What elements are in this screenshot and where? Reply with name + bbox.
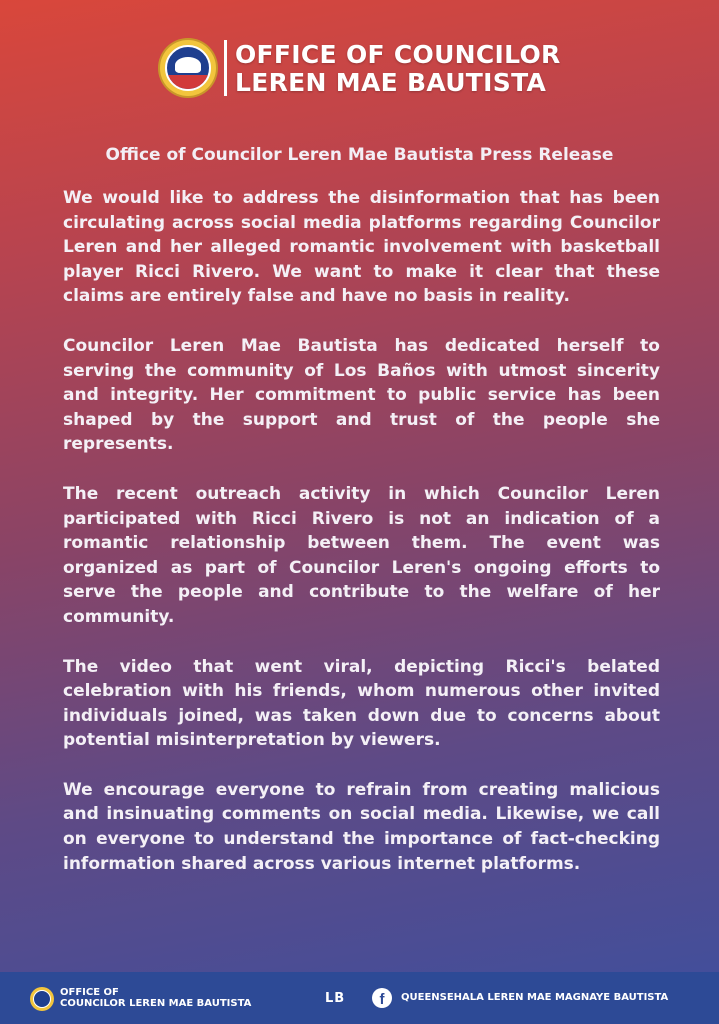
office-title: [235, 39, 561, 97]
footer-office-line2: COUNCILOR LEREN MAE BAUTISTA: [60, 997, 252, 1009]
paragraph-2: Councilor Leren Mae Bautista has dedicated herself to serving the community of Los Baños with utmost sincerity and integrity. Her commitment to public service has been shaped by the support and trust of the people she represents.: [63, 335, 660, 455]
office-title-line2: LEREN MAE BAUTISTA: [235, 67, 547, 97]
footer-office-line1: OFFICE OF: [60, 987, 119, 998]
footer-initials: LB: [325, 991, 346, 1006]
paragraph-3: The recent outreach activity in which Councilor Leren participated with Ricci Rivero is not an indication of a romantic relationship between them. The event was organized as part of Councilor Leren's ongoing efforts to serve the people and contribute to the welfare of her community.: [63, 483, 660, 627]
press-release-body: [63, 186, 660, 901]
footer-seal-icon: [30, 987, 54, 1011]
municipal-seal-icon: [160, 40, 216, 96]
facebook-page-name[interactable]: QUEENSEHALA LEREN MAE MAGNAYE BAUTISTA: [401, 992, 669, 1003]
press-release-title: Office of Councilor Leren Mae Bautista Press Release: [105, 145, 614, 165]
letterhead: [160, 40, 561, 96]
facebook-icon[interactable]: f: [372, 988, 392, 1008]
paragraph-1: We would like to address the disinformation that has been circulating across social media platforms regarding Councilor Leren and her alleged romantic involvement with basketball player Ricci Rivero. We want to make it clear that these claims are entirely false and have no basis in reality.: [63, 188, 660, 307]
paragraph-4: The video that went viral, depicting Ricci's belated celebration with his friends, whom numerous other invited individuals joined, was taken down due to concerns about potential misinterpretation by viewers.: [63, 656, 660, 751]
office-title-line1: OFFICE OF COUNCILOR: [235, 39, 561, 69]
footer-bar: [0, 972, 719, 1024]
paragraph-5: We encourage everyone to refrain from creating malicious and insinuating comments on social media. Likewise, we call on everyone to understand the importance of fact-checking information shared across various internet platforms.: [63, 779, 660, 874]
footer-office-name: [60, 988, 251, 1009]
header-divider: [224, 40, 227, 96]
